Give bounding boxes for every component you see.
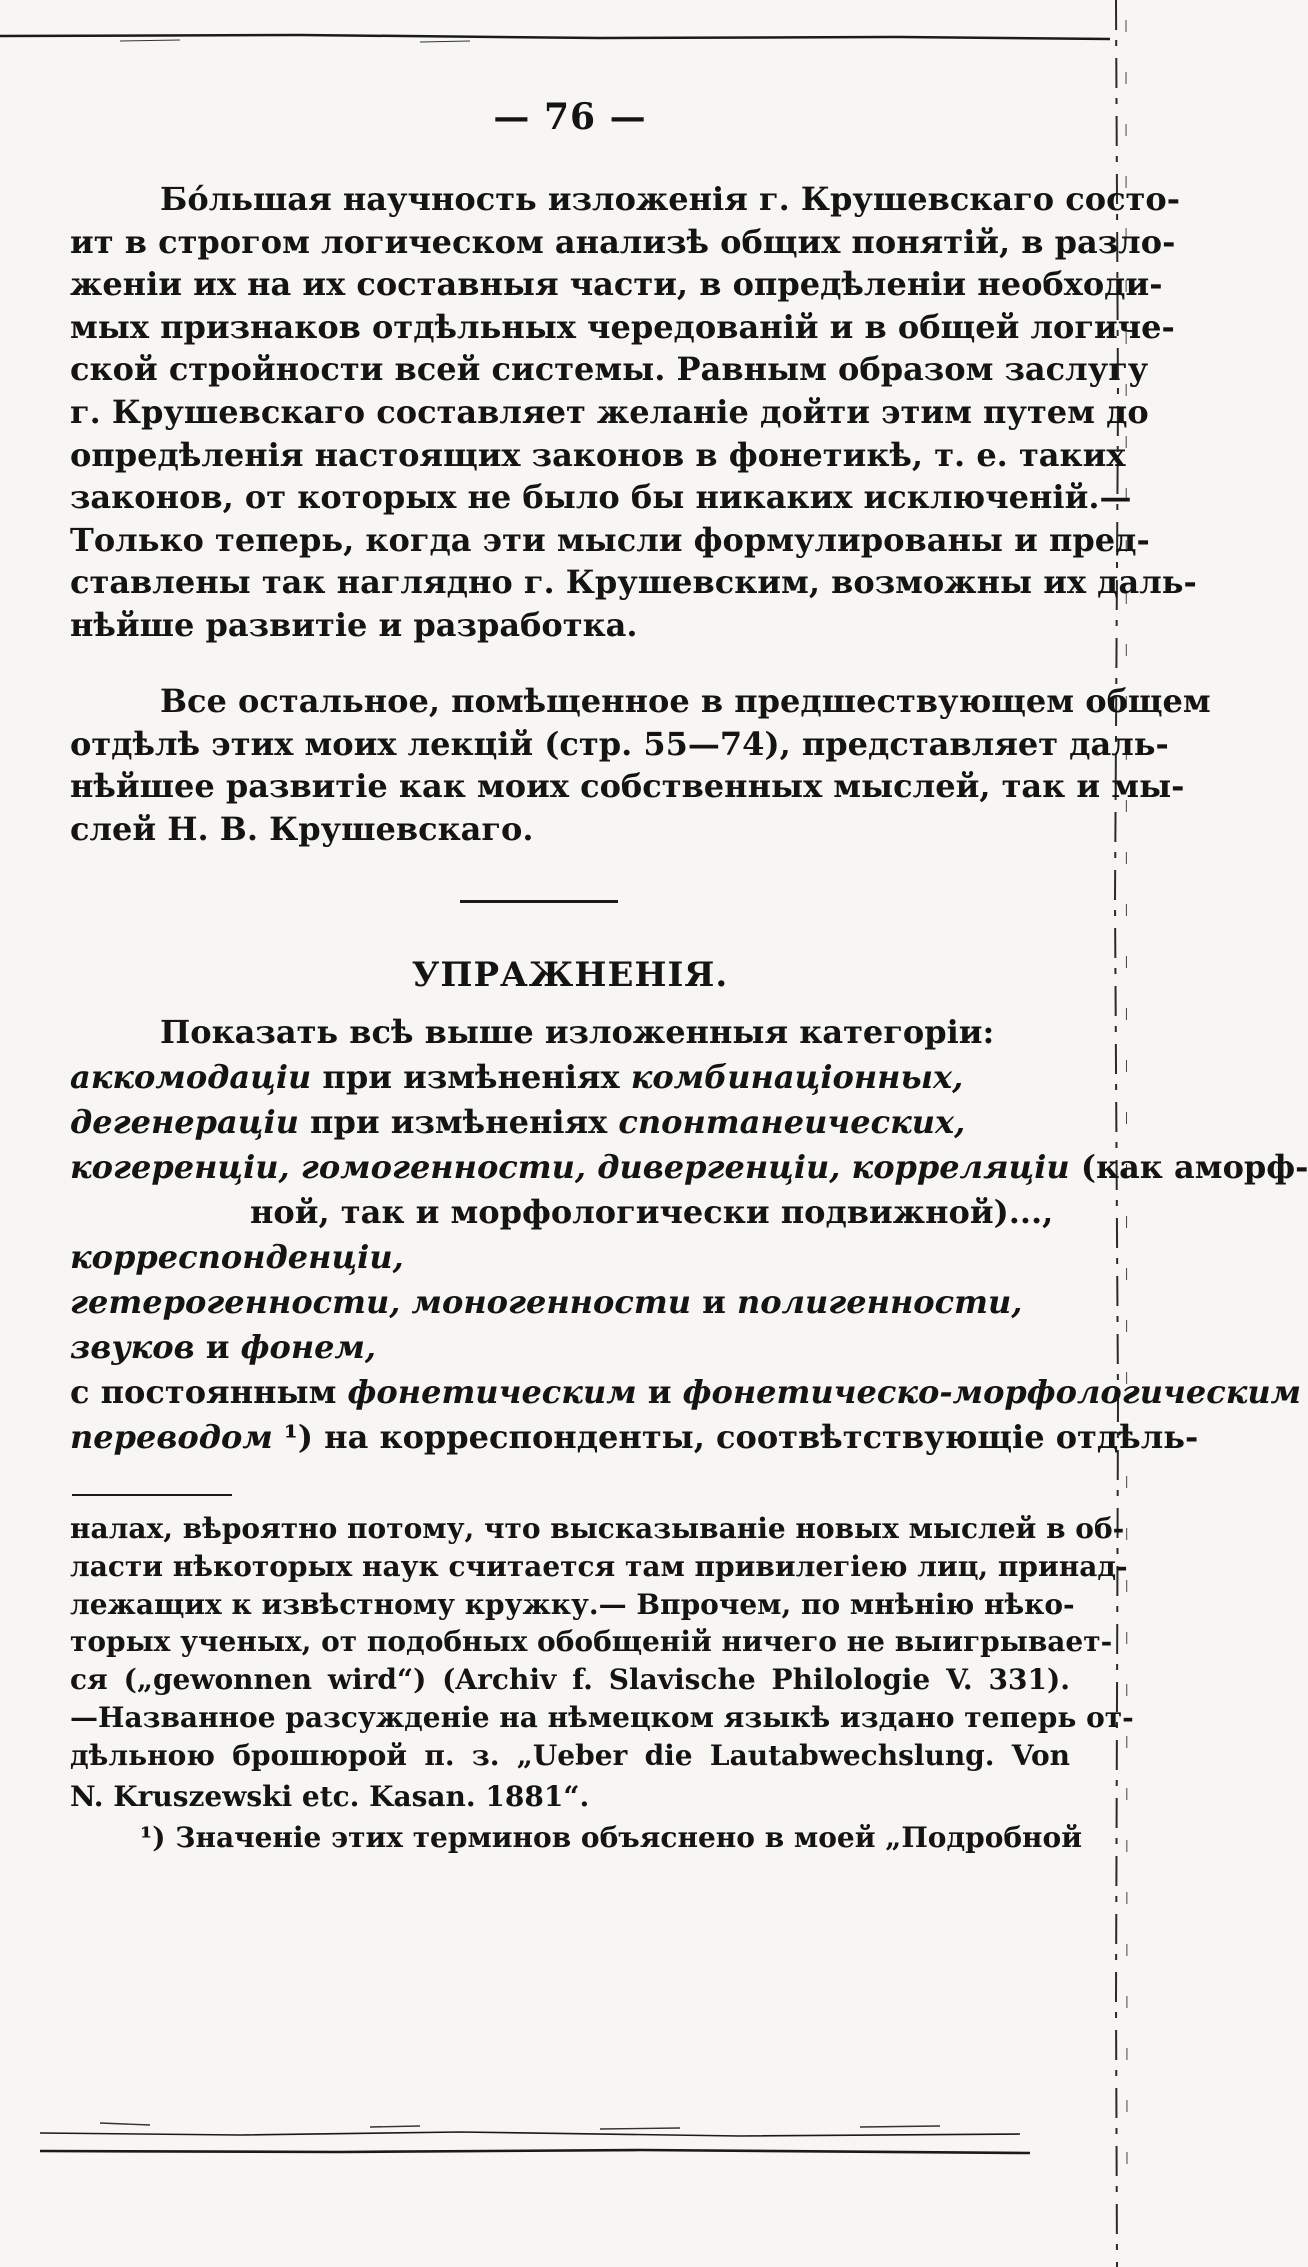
footnote-line: торых ученых, от подобных обобщеній ничего не выигрывает- bbox=[70, 1625, 1113, 1659]
footnotes-block bbox=[70, 1510, 1134, 1856]
section-heading: УПРАЖНЕНІЯ. bbox=[411, 955, 729, 995]
paragraph-2 bbox=[70, 680, 1211, 850]
exercise-line: звуков и фонем, bbox=[70, 1328, 377, 1366]
text-line: ит в строгом логическом анализѣ общих понятій, в разло- bbox=[70, 222, 1176, 261]
text-line: слей Н. В. Крушевскаго. bbox=[70, 809, 534, 848]
footnote-line: налах, вѣроятно потому, что высказываніе новых мыслей в об- bbox=[70, 1512, 1125, 1545]
footnote-line: ся („gewonnen wird“) (Archiv f. Slavische Philologie V. 331). bbox=[70, 1663, 1070, 1697]
exercise-line: дегенераціи при измѣненіях спонтанеических, bbox=[70, 1103, 966, 1141]
exercise-line: когеренціи, гомогенности, дивергенціи, корреляціи (как аморф- bbox=[70, 1148, 1308, 1186]
footnote-line: лежащих к извѣстному кружку.— Впрочем, по мнѣнію нѣко- bbox=[70, 1587, 1075, 1621]
exercise-intro: Показать всѣ выше изложенныя категоріи: bbox=[160, 1013, 995, 1051]
text-line: Все остальное, помѣщенное в предшествующем общем bbox=[160, 682, 1211, 720]
text-line: Бо́льшая научность изложенія г. Крушевскаго состо- bbox=[160, 180, 1180, 218]
text-line: Только теперь, когда эти мысли формулированы и пред- bbox=[70, 520, 1150, 559]
text-line: законов, от которых не было бы никаких исключеній.— bbox=[70, 478, 1132, 517]
paragraph-1 bbox=[70, 178, 1197, 647]
page-number: — 76 — bbox=[493, 96, 647, 138]
text-line: женіи их на их составныя части, в опредѣленіи необходи- bbox=[70, 265, 1163, 304]
exercise-line: гетерогенности, моногенности и полигенности, bbox=[70, 1283, 1023, 1321]
text-line: опредѣленія настоящих законов в фонетикѣ, т. е. таких bbox=[70, 435, 1126, 474]
text-line: мых признаков отдѣльных чередованій и в общей логиче- bbox=[70, 307, 1175, 346]
top-border-line bbox=[0, 30, 1140, 44]
footnote-line: дѣльною брошюрой п. з. „Ueber die Lautabwechslung. Von bbox=[70, 1738, 1070, 1772]
section-separator bbox=[460, 900, 618, 903]
footnote-line: N. Kruszewski etc. Kasan. 1881“. bbox=[70, 1779, 590, 1813]
footnote-line: —Названное разсужденіе на нѣмецком языкѣ издано теперь от- bbox=[70, 1700, 1134, 1734]
exercise-line: с постоянным фонетическим и фонетическо-морфологическим bbox=[70, 1373, 1302, 1411]
text-line: г. Крушевскаго составляет желаніе дойти этим путем до bbox=[70, 392, 1149, 431]
exercise-line: корреспонденціи, bbox=[70, 1238, 404, 1276]
exercise-line: ной, так и морфологически подвижной)..., bbox=[250, 1193, 1054, 1231]
exercise-line: аккомодаціи при измѣненіях комбинаціонных, bbox=[70, 1058, 964, 1096]
exercise-line: переводом ¹) на корреспонденты, соотвѣтствующіе отдѣль- bbox=[70, 1418, 1199, 1456]
bottom-border-line bbox=[40, 2105, 1040, 2165]
text-line: ской стройности всей системы. Равным образом заслугу bbox=[70, 350, 1149, 389]
footnote-line: ласти нѣкоторых наук считается там привилегіею лиц, принад- bbox=[70, 1549, 1128, 1583]
footnote-rule bbox=[72, 1494, 232, 1496]
text-line: отдѣлѣ этих моих лекцій (стр. 55—74), представляет даль- bbox=[70, 724, 1169, 763]
text-line: ставлены так наглядно г. Крушевским, возможны их даль- bbox=[70, 563, 1197, 602]
text-line: нѣйше развитіе и разработка. bbox=[70, 605, 638, 644]
text-line: нѣйшее развитіе как моих собственных мыслей, так и мы- bbox=[70, 767, 1185, 806]
exercises-block bbox=[70, 1010, 1308, 1460]
footnote-line: ¹) Значеніе этих терминов объяснено в моей „Подробной bbox=[140, 1820, 1082, 1854]
